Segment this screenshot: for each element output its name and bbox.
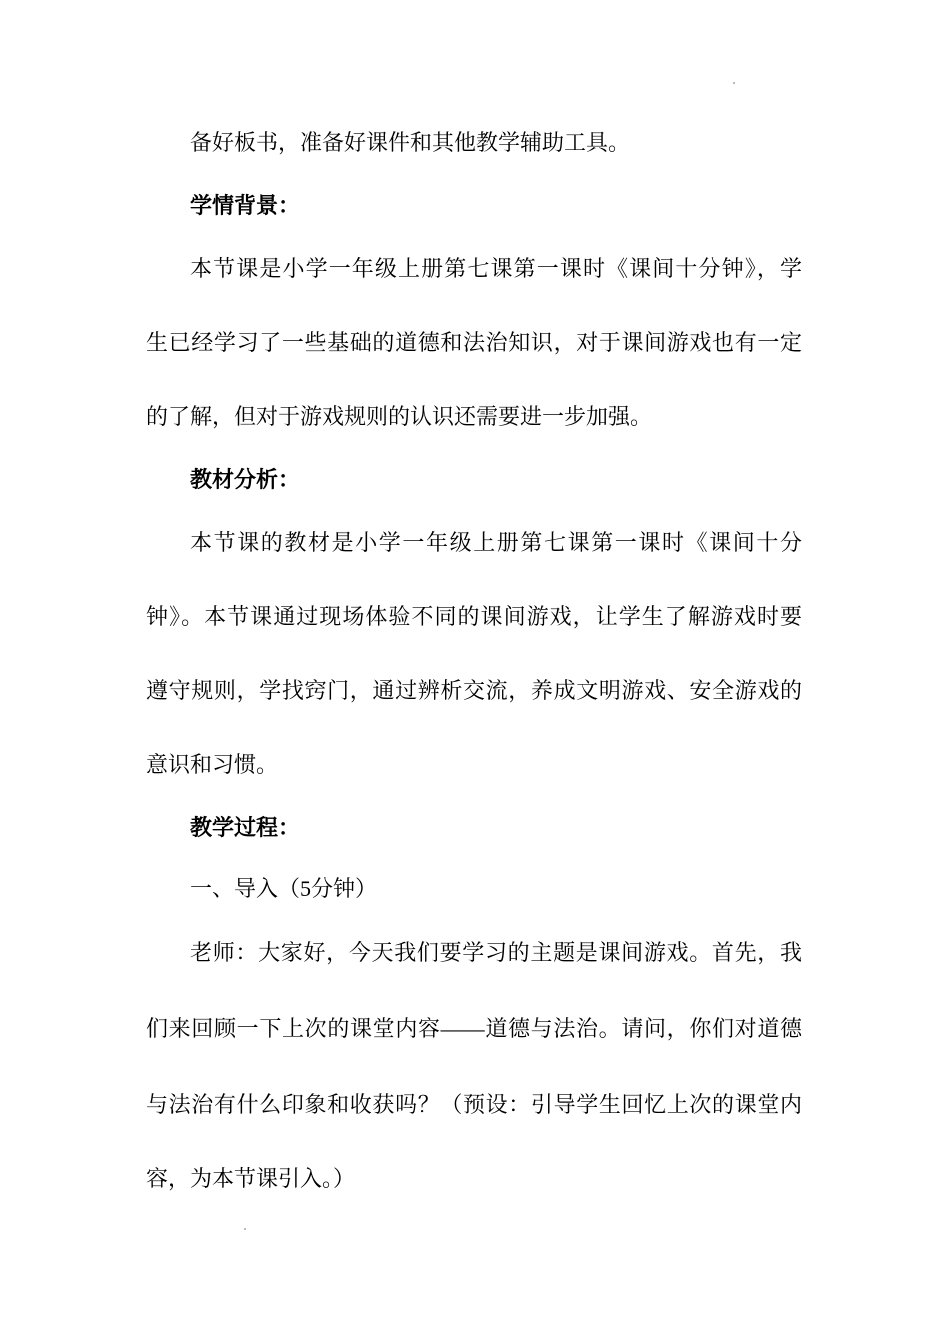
paragraph-line: 遵守规则，学找窍门，通过辨析交流，养成文明游戏、安全游戏的 xyxy=(146,678,802,703)
paragraph-line: 本节课的教材是小学一年级上册第七课第一课时《课间十分 xyxy=(190,530,802,555)
paragraph-line: 本节课是小学一年级上册第七课第一课时《课间十分钟》，学 xyxy=(190,256,802,281)
section-heading-material-analysis: 教材分析： xyxy=(190,467,301,492)
paragraph-line: 与法治有什么印象和收获吗？（预设：引导学生回忆上次的课堂内 xyxy=(146,1092,802,1117)
section-heading-learning-background: 学情背景： xyxy=(190,193,301,218)
paragraph-line: 钟》。本节课通过现场体验不同的课间游戏，让学生了解游戏时要 xyxy=(146,604,802,629)
page-mark xyxy=(733,82,735,84)
paragraph-line: 的了解，但对于游戏规则的认识还需要进一步加强。 xyxy=(146,404,653,429)
paragraph-line: 容，为本节课引入。） xyxy=(146,1166,356,1191)
paragraph-line: 意识和习惯。 xyxy=(146,752,279,777)
section-heading-teaching-process: 教学过程： xyxy=(190,815,301,840)
paragraph-line: 备好板书，准备好课件和其他教学辅助工具。 xyxy=(190,130,631,155)
subsection-heading: 一、导入（5分钟） xyxy=(190,876,378,901)
paragraph-line: 们来回顾一下上次的课堂内容——道德与法治。请问，你们对道德 xyxy=(146,1016,802,1041)
paragraph-line: 生已经学习了一些基础的道德和法治知识，对于课间游戏也有一定 xyxy=(146,330,802,355)
page-mark xyxy=(244,1228,246,1230)
paragraph-line: 老师：大家好，今天我们要学习的主题是课间游戏。首先，我 xyxy=(190,940,802,965)
